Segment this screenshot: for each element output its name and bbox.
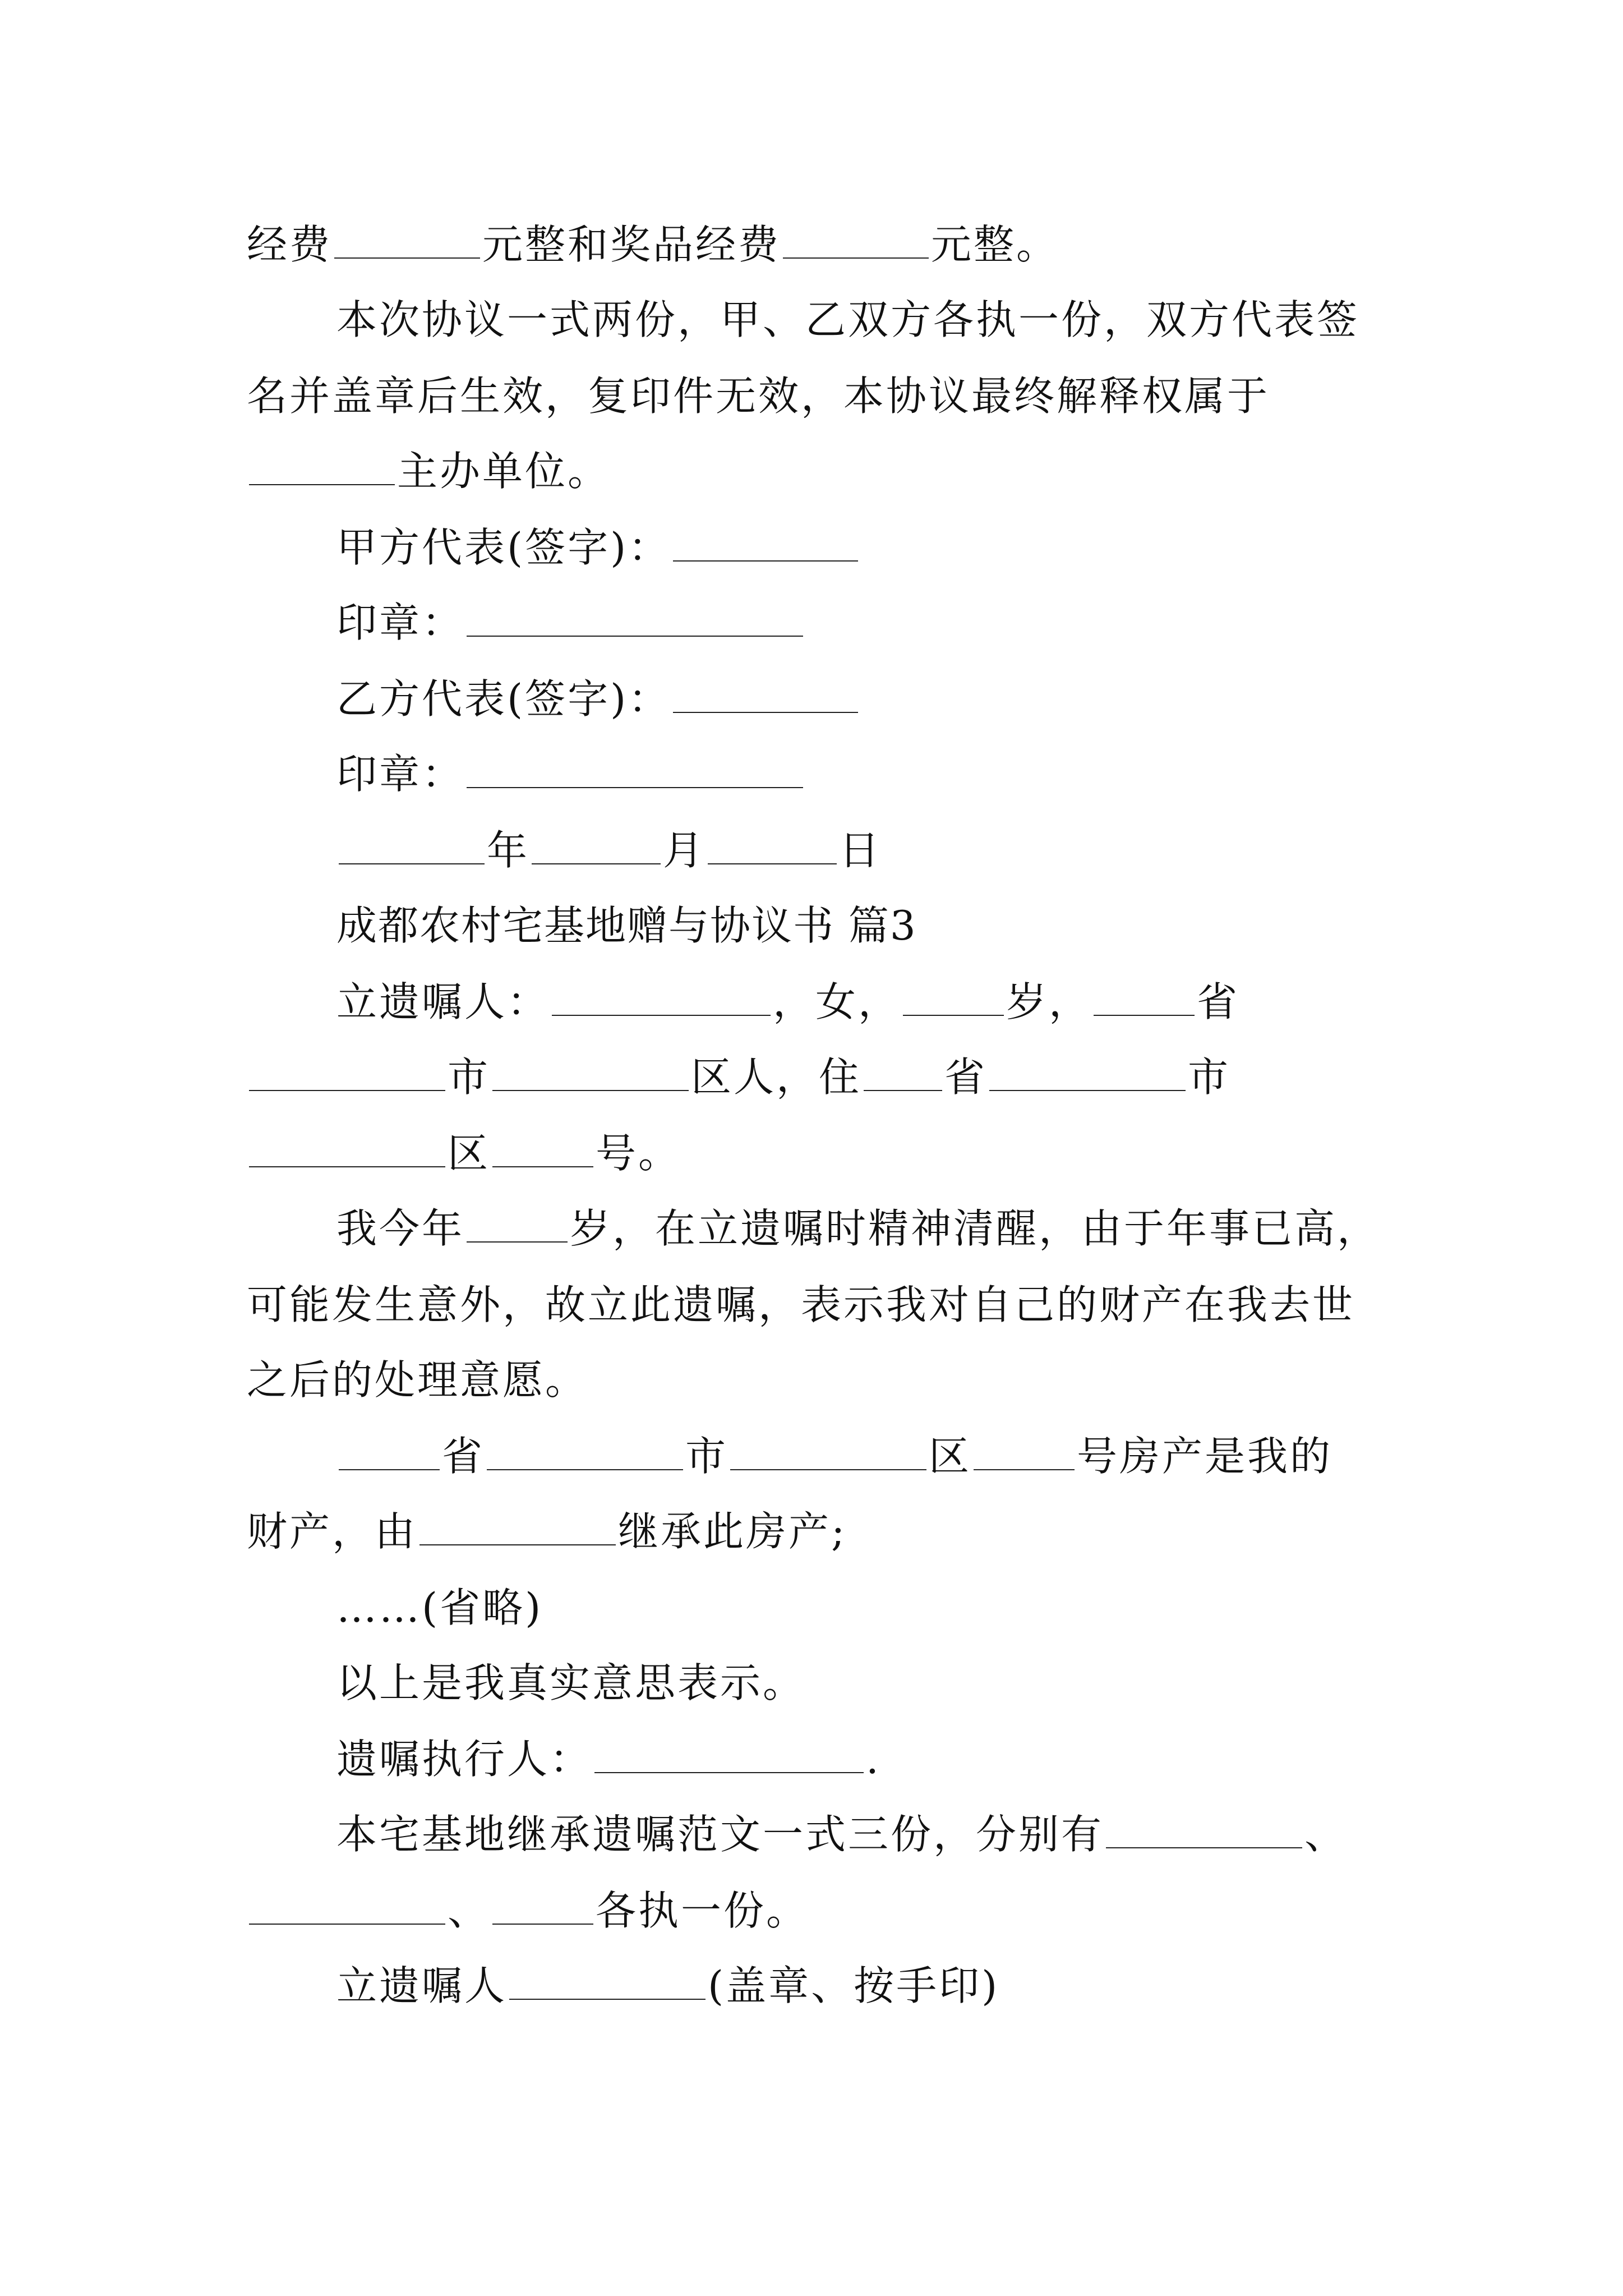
blank-field bbox=[673, 527, 858, 562]
blank-field bbox=[509, 1965, 706, 2000]
blank-field bbox=[467, 602, 803, 637]
blank-field bbox=[974, 1435, 1075, 1470]
text-segment: 元整。 bbox=[931, 221, 1059, 268]
text-segment: 各执一份。 bbox=[596, 1887, 809, 1934]
blank-field bbox=[492, 1133, 593, 1167]
text-line-3 bbox=[247, 369, 1380, 423]
section-title bbox=[336, 899, 1469, 953]
text-segment: 日 bbox=[839, 827, 882, 874]
party-b-signature-line bbox=[336, 672, 1469, 726]
party-a-seal-line bbox=[336, 596, 1469, 650]
text-line-22 bbox=[336, 1807, 1469, 1861]
text-line-13 bbox=[247, 1126, 1380, 1180]
text-line-2 bbox=[336, 293, 1469, 347]
blank-field bbox=[532, 830, 661, 864]
section-title-text: 成都农村宅基地赠与协议书 篇3 bbox=[336, 902, 917, 949]
text-segment: 区 bbox=[448, 1130, 491, 1177]
text-segment: 印章： bbox=[336, 599, 465, 646]
text-segment: 省 bbox=[944, 1053, 988, 1101]
executor-line bbox=[336, 1732, 1469, 1786]
blank-field bbox=[783, 224, 929, 259]
text-line-23 bbox=[247, 1884, 1380, 1938]
text-segment: 市 bbox=[1188, 1053, 1231, 1101]
blank-field bbox=[492, 1890, 593, 1925]
text-segment: 财产，由 bbox=[247, 1508, 418, 1555]
text-line-1 bbox=[247, 218, 1380, 272]
text-segment: 区 bbox=[929, 1433, 972, 1480]
text-segment: 主办单位。 bbox=[397, 448, 611, 495]
text-segment: 乙方代表(签字)： bbox=[336, 675, 671, 723]
text-segment: 甲方代表(签字)： bbox=[336, 524, 671, 571]
blank-field bbox=[419, 1511, 616, 1545]
text-line-16 bbox=[247, 1353, 1380, 1407]
blank-field bbox=[339, 830, 485, 864]
blank-field bbox=[249, 450, 395, 485]
text-segment: 印章： bbox=[336, 751, 465, 798]
blank-field bbox=[339, 1435, 440, 1470]
text-segment: 年 bbox=[487, 827, 530, 874]
text-segment: 立遗嘱人 bbox=[336, 1962, 508, 2009]
text-segment: 号。 bbox=[596, 1130, 681, 1177]
text-segment: 可能发生意外，故立此遗嘱，表示我对自己的财产在我去世 bbox=[247, 1281, 1355, 1328]
blank-field bbox=[864, 1056, 942, 1091]
date-line bbox=[336, 823, 1469, 877]
blank-field bbox=[730, 1435, 926, 1470]
blank-field bbox=[467, 1208, 568, 1243]
text-segment: 之后的处理意愿。 bbox=[247, 1356, 588, 1404]
text-segment: 市 bbox=[685, 1433, 728, 1480]
text-segment: 区人，住 bbox=[691, 1053, 862, 1101]
blank-field bbox=[552, 981, 771, 1016]
text-segment: 以上是我真实意思表示。 bbox=[336, 1659, 806, 1706]
testator-signature-line bbox=[336, 1959, 1469, 2013]
text-line-19 bbox=[336, 1581, 1469, 1635]
text-line-17 bbox=[336, 1429, 1469, 1483]
text-line-20 bbox=[336, 1656, 1469, 1710]
blank-field bbox=[467, 753, 803, 788]
text-segment: 继承此房产; bbox=[618, 1508, 847, 1555]
text-line-12 bbox=[247, 1050, 1380, 1104]
text-line-18 bbox=[247, 1504, 1380, 1558]
blank-field bbox=[334, 224, 480, 259]
text-segment: 月 bbox=[663, 827, 706, 874]
text-segment: 本宅基地继承遗嘱范文一式三份，分别有 bbox=[336, 1811, 1104, 1858]
text-line-15 bbox=[247, 1278, 1380, 1332]
blank-field bbox=[708, 830, 837, 864]
text-segment: 名并盖章后生效，复印件无效，本协议最终解释权属于 bbox=[247, 372, 1270, 420]
text-segment: (盖章、按手印) bbox=[708, 1962, 1000, 2009]
text-segment: 立遗嘱人： bbox=[336, 978, 550, 1025]
text-line-14 bbox=[336, 1202, 1469, 1255]
text-segment: 岁，在立遗嘱时精神清醒，由于年事已高， bbox=[570, 1205, 1380, 1252]
text-line-11 bbox=[336, 975, 1469, 1029]
text-segment: ，女， bbox=[773, 978, 901, 1025]
blank-field bbox=[249, 1056, 445, 1091]
blank-field bbox=[903, 981, 1004, 1016]
party-a-signature-line bbox=[336, 521, 1469, 574]
text-segment: . bbox=[866, 1736, 881, 1783]
text-segment: 市 bbox=[448, 1053, 491, 1101]
text-segment: ……(省略) bbox=[336, 1584, 543, 1631]
text-segment: 我今年 bbox=[336, 1205, 465, 1252]
text-segment: 、 bbox=[1304, 1811, 1348, 1858]
blank-field bbox=[249, 1890, 445, 1925]
text-line-4 bbox=[247, 444, 1380, 498]
text-segment: 本次协议一式两份，甲、乙双方各执一份，双方代表签 bbox=[336, 296, 1360, 343]
text-segment: 经费 bbox=[247, 221, 333, 268]
text-segment: 元整和奖品经费 bbox=[482, 221, 781, 268]
party-b-seal-line bbox=[336, 747, 1469, 801]
blank-field bbox=[673, 678, 858, 713]
blank-field bbox=[249, 1133, 445, 1167]
text-segment: 省 bbox=[442, 1433, 485, 1480]
text-segment: 、 bbox=[448, 1887, 491, 1934]
text-segment: 岁， bbox=[1006, 978, 1092, 1025]
blank-field bbox=[492, 1056, 689, 1091]
blank-field bbox=[594, 1738, 864, 1773]
blank-field bbox=[1094, 981, 1195, 1016]
blank-field bbox=[989, 1056, 1186, 1091]
text-segment: 遗嘱执行人： bbox=[336, 1736, 593, 1783]
blank-field bbox=[1106, 1814, 1302, 1848]
text-segment: 号房产是我的 bbox=[1077, 1433, 1333, 1480]
blank-field bbox=[487, 1435, 683, 1470]
text-segment: 省 bbox=[1197, 978, 1240, 1025]
